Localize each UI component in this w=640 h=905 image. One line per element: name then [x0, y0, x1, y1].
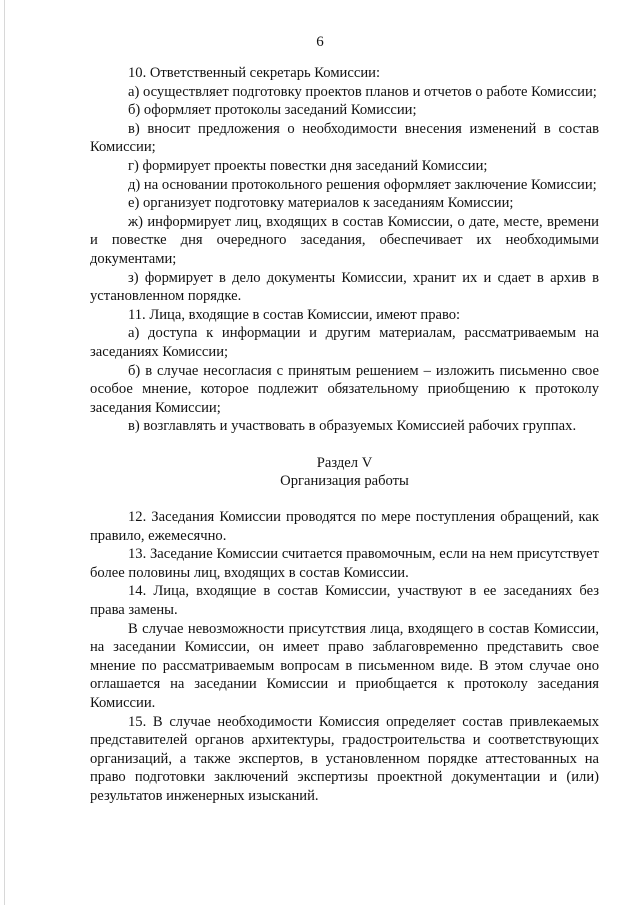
- spacer: [90, 491, 599, 508]
- paragraph: 10. Ответственный секретарь Комиссии:: [128, 65, 380, 81]
- paragraph: 13. Заседание Комиссии считается правомочным, если на нем присутствует более половины лиц, входящих в состав Комиссии.: [90, 546, 599, 581]
- spacer: [90, 436, 599, 454]
- paragraph: а) доступа к информации и другим материалам, рассматриваемым на заседаниях Комиссии;: [90, 325, 599, 360]
- page-number: 6: [316, 34, 324, 50]
- paragraph: 14. Лица, входящие в состав Комиссии, участвуют в ее заседаниях без права замены.: [90, 583, 599, 619]
- paragraph: В случае невозможности присутствия лица, входящего в состав Комиссии, на заседании Комиссии, он имеет право заблаговременно представить свое мнение по рассматриваемым вопросам в письменном виде. В этом случае оно оглашается на заседании Комиссии и приобщается к протоколу заседания Комиссии.: [90, 620, 599, 711]
- paragraph: б) оформляет протоколы заседаний Комиссии;: [128, 102, 417, 119]
- paragraph: е) организует подготовку материалов к заседаниям Комиссии;: [128, 195, 514, 212]
- paragraph: 11. Лица, входящие в состав Комиссии, имеют право:: [128, 306, 461, 323]
- paragraph: д) на основании протокольного решения оформляет заключение Комиссии;: [128, 176, 597, 193]
- section-title: Организация работы: [280, 473, 409, 490]
- scan-edge-line: [4, 0, 5, 905]
- paragraph: 15. В случае необходимости Комиссия определяет состав привлекаемых представителей органов архитектуры, градостроительства и соответствующих организаций, а также экспертов, в установленном порядке аттестованных на право подготовки заключений экспертизы проектной документации и (или) результатов инженерных изысканий.: [90, 713, 599, 804]
- paragraph: а) осуществляет подготовку проектов планов и отчетов о работе Комиссии;: [128, 83, 597, 100]
- paragraph: з) формирует в дело документы Комиссии, хранит их и сдает в архив в установленном порядке.: [90, 269, 599, 305]
- document-body: [90, 64, 599, 806]
- paragraph: б) в случае несогласия с принятым решением – изложить письменно свое особое мнение, которое подлежит обязательному приобщению к протоколу заседания Комиссии;: [90, 362, 599, 416]
- paragraph: в) вносит предложения о необходимости внесения изменений в состав Комиссии;: [90, 120, 599, 156]
- paragraph: ж) информирует лиц, входящих в состав Комиссии, о дате, месте, времени и повестке дня очередного заседания, обеспечивает их необходимыми документами;: [90, 213, 599, 267]
- paragraph: г) формирует проекты повестки дня заседаний Комиссии;: [128, 157, 488, 174]
- section-number: Раздел V: [316, 454, 373, 471]
- paragraph: 12. Заседания Комиссии проводятся по мере поступления обращений, как правило, ежемесячно.: [90, 509, 599, 544]
- paragraph: в) возглавлять и участвовать в образуемых Комиссией рабочих группах.: [128, 418, 577, 435]
